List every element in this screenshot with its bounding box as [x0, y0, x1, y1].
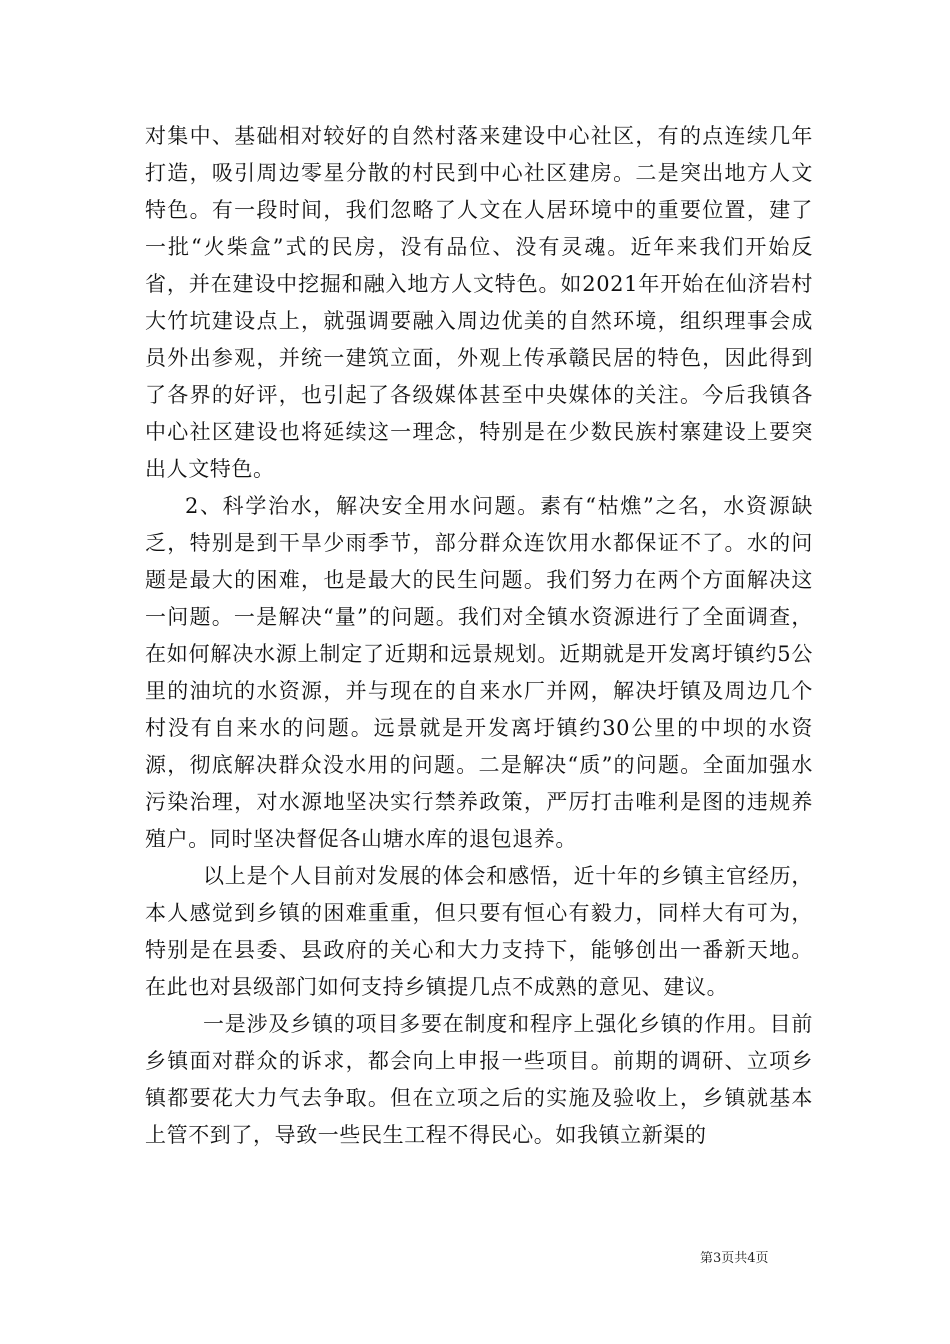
document-body	[145, 118, 813, 1154]
paragraph-summary: 以上是个人目前对发展的体会和感悟，近十年的乡镇主官经历，本人感觉到乡镇的困难重重，但只要有恒心有毅力，同样大有可为，特别是在县委、县政府的关心和大力支持下，能够创出一番新天地。在此也对县级部门如何支持乡镇提几点不成熟的意见、建议。	[145, 864, 813, 999]
paragraph-suggestion-one: 一是涉及乡镇的项目多要在制度和程序上强化乡镇的作用。目前乡镇面对群众的诉求，都会向上申报一些项目。前期的调研、立项乡镇都要花大力气去争取。但在立项之后的实施及验收上，乡镇就基本上管不到了，导致一些民生工程不得民心。如我镇立新渠的	[145, 1012, 813, 1147]
page-number: 第3页共4页	[700, 1251, 769, 1266]
paragraph-continuation: 对集中、基础相对较好的自然村落来建设中心社区，有的点连续几年打造，吸引周边零星分散的村民到中心社区建房。二是突出地方人文特色。有一段时间，我们忽略了人文在人居环境中的重要位置，建了一批“火柴盒”式的民房，没有品位、没有灵魂。近年来我们开始反省，并在建设中挖掘和融入地方人文特色。如2021年开始在仙济岩村大竹坑建设点上，就强调要融入周边优美的自然环境，组织理事会成员外出参观，并统一建筑立面，外观上传承赣民居的特色，因此得到了各界的好评，也引起了各级媒体甚至中央媒体的关注。今后我镇各中心社区建设也将延续这一理念，特别是在少数民族村寨建设上要突出人文特色。	[145, 124, 813, 481]
paragraph-water-management: 2、科学治水，解决安全用水问题。素有“枯燋”之名，水资源缺乏，特别是到干旱少雨季节，部分群众连饮用水都保证不了。水的问题是最大的困难，也是最大的民生问题。我们努力在两个方面解决这一问题。一是解决“量”的问题。我们对全镇水资源进行了全面调查，在如何解决水源上制定了近期和远景规划。近期就是开发离圩镇约5公里的油坑的水资源，并与现在的自来水厂并网，解决圩镇及周边几个村没有自来水的问题。远景就是开发离圩镇约30公里的中坝的水资源，彻底解决群众没水用的问题。二是解决“质”的问题。全面加强水污染治理，对水源地坚决实行禁养政策，严厉打击唯利是图的违规养殖户。同时坚决督促各山塘水库的退包退养。	[145, 494, 813, 851]
